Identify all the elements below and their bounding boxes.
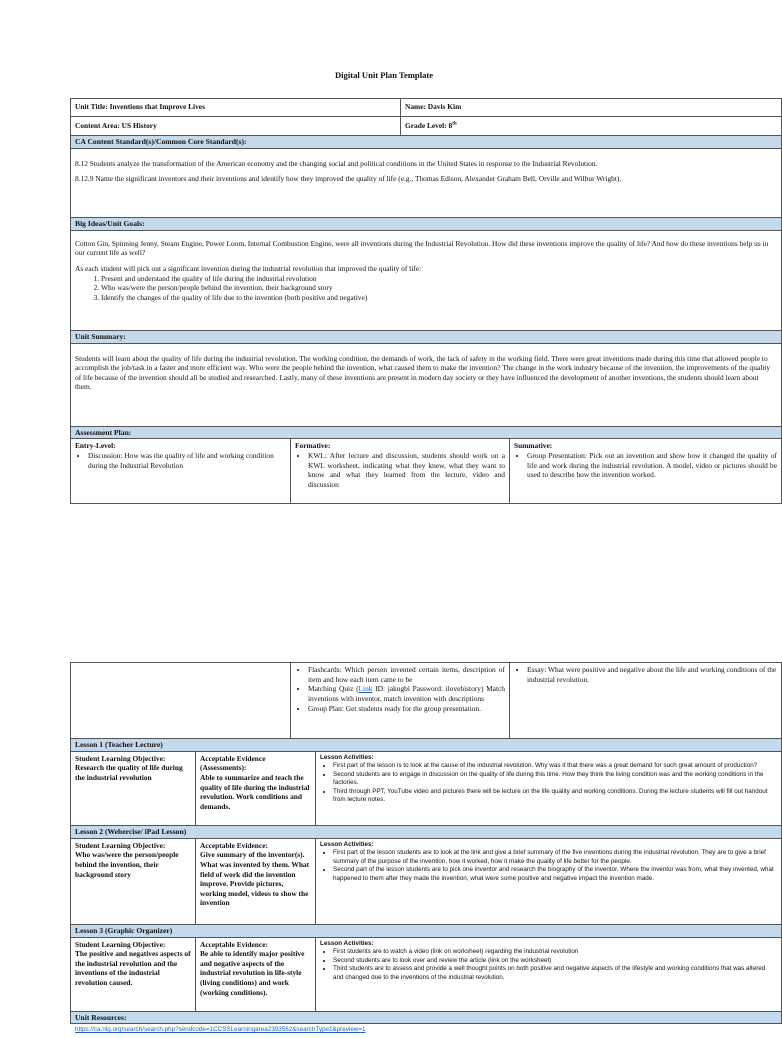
doc-title: Digital Unit Plan Template	[334, 70, 434, 80]
objective-label: Student Learning Objective:	[75, 840, 166, 850]
grade-level-text: Grade Level: 8	[405, 121, 453, 130]
grade-level	[400, 117, 781, 135]
summative-cell	[509, 439, 781, 503]
activity-item: • Second students are to engage in discussion on the quality of life during this time. How they think the living condition was and the working conditions in the factories.	[333, 771, 777, 788]
summative-cont	[509, 663, 781, 738]
lesson-3-row	[71, 938, 781, 1012]
activities-label: Lesson Activities:	[320, 753, 374, 761]
activity-item: • Second students are to look over and review the article (link on the worksheet)	[333, 957, 777, 966]
quiz-link[interactable]: Link	[358, 684, 373, 694]
formative-cont	[290, 663, 509, 738]
lesson-3-objective	[71, 938, 195, 1011]
resources-link[interactable]: https://ca.nlg.org/search/search.php?sendcode=1CCSSLearningarea2393562&searchType1&preview=1	[75, 1026, 366, 1034]
goal-item: 1. Present and understand the quality of life during the industrial revolution	[101, 274, 777, 284]
objective-label: Student Learning Objective:	[75, 939, 166, 949]
unit-plan-table	[70, 98, 782, 504]
standards-header: CA Content Standard(s)/Common Core Standard(s):	[71, 136, 781, 148]
formative-header: Formative:	[295, 441, 331, 451]
formative-list	[295, 451, 505, 490]
standards-body	[71, 149, 781, 217]
goal-item: 2. Who was/were the person/people behind the invention, their background story	[101, 283, 777, 293]
objective-text: The positive and negatives aspects of the industrial revolution and the inventions of the industrial revolution caused.	[75, 949, 191, 988]
summary-header-row	[71, 331, 781, 344]
lesson-3-header: Lesson 3 (Graphic Organizer)	[71, 925, 781, 937]
resources-header-row	[71, 1012, 781, 1025]
lesson-3-activities	[315, 938, 781, 1011]
summative-cont-list	[514, 665, 777, 684]
assessment-row	[71, 439, 781, 503]
activities-list	[320, 948, 777, 982]
big-ideas-goals	[75, 274, 777, 303]
summary-body: Students will learn about the quality of life during the industrial revolution. The working condition, the demands of work, the lack of safety in the working field. There were great inventions made during this time that allowed people to accomplish the job/task in a faster and more efficient way. Who were the people behind the invention, what caused them to make the invention? The change in the work industry because of the invention, the improvements of the quality of life because of the invention should all be studied and researched. Lastly, many of these inventions are present in modern day society or they have influenced the development of another inventions, the students should learn about them.	[75, 353, 771, 392]
content-area: Content Area: US History	[75, 121, 157, 130]
objective-label: Student Learning Objective:	[75, 753, 166, 763]
standard-8-12-9: 8.12.9 Name the significant inventors and their inventions and identify how they improved the quality of life (e.g., Thomas Edison, Alexander Graham Bell, Orville and Wilbur Wright).	[75, 174, 622, 184]
grade-level-suffix: th	[452, 121, 457, 127]
entry-level-cell	[71, 439, 290, 503]
activities-label: Lesson Activities:	[320, 840, 374, 848]
matching-quiz-item	[308, 684, 505, 703]
lesson-2-evidence	[195, 839, 315, 924]
evidence-label: Acceptable Evidence:	[200, 840, 268, 850]
formative-cont-list	[295, 665, 505, 713]
evidence-text: Able to summarize and teach the quality of life during the industrial revolution. Work conditions and demands.	[200, 773, 310, 811]
standards-row	[71, 149, 781, 218]
teacher-name: Name: Davis Kim	[400, 99, 781, 116]
formative-item: • KWL: After lecture and discussion, students should work on a KWL worksheet, indicating what they knew, what they want to know and what they learned from the lecture, video and discussion	[308, 451, 505, 490]
summary-row	[71, 344, 781, 427]
lesson-3-header-row	[71, 925, 781, 938]
entry-level-header: Entry-Level:	[75, 441, 116, 451]
activities-list	[320, 849, 777, 883]
resources-header: Unit Resources:	[71, 1012, 781, 1024]
formative-cell	[290, 439, 509, 503]
entry-item: • Discussion: How was the quality of life and working condition during the Industrial Revolution	[88, 451, 286, 470]
lesson-2-header-row	[71, 826, 781, 839]
activities-label: Lesson Activities:	[320, 939, 374, 947]
resources-body	[71, 1024, 781, 1038]
evidence-label: Acceptable Evidence:	[200, 939, 268, 949]
big-ideas-paragraph: Cotton Gin, Spinning Jenny, Steam Engine, Power Loom, Internal Combustion Engine, were all inventions during the Industrial Revolution. How did these inventions improve the quality of life? And how do these inventions help us in our current life as well?	[75, 238, 769, 258]
lesson-1-evidence	[195, 752, 315, 825]
lesson-2-objective	[71, 839, 195, 924]
lesson-1-objective	[71, 752, 195, 825]
activity-item: • First students are to watch a video (link on worksheet) regarding the industrial revolution	[333, 948, 777, 957]
entry-level-cont	[71, 663, 290, 738]
objective-text: Who was/were the person/people behind the invention, their background story	[75, 850, 179, 879]
activity-item: • First part of the lesson is to look at the cause of the industrial revolution. Why was it that there was a great demand for such great amount of production?	[333, 762, 777, 771]
lesson-3-evidence	[195, 938, 315, 1011]
quiz-text-before: Matching Quiz (	[308, 684, 359, 694]
standard-8-12: 8.12 Students analyze the transformation of the American economy and the changing social and political conditions in the United States in response to the Industrial Revolution.	[75, 158, 598, 168]
big-ideas-header: Big Ideas/Unit Goals:	[71, 218, 781, 230]
unit-plan-table-continued	[70, 662, 782, 1034]
lesson-2-activities	[315, 839, 781, 924]
unit-title: Unit Title: Inventions that Improve Lives	[75, 102, 205, 111]
evidence-label: Acceptable Evidence (Assessments):	[200, 753, 266, 773]
lesson-2-row	[71, 839, 781, 925]
flashcards-item: • Flashcards: Which person invented certain items, description of item and how each item came to be	[308, 665, 505, 684]
assessment-header-row	[71, 427, 781, 440]
activity-item: • First part of the lesson students are to look at the link and give a brief summary of the five inventions during the industrial revolution. They are to give a brief summary of the purpose of the invention, how it worked, how it make the quality of life better for the people.	[333, 849, 777, 866]
lesson-1-row	[71, 752, 781, 826]
assessment-continued-row	[71, 663, 781, 739]
objective-text: Research the quality of life during the industrial revolution	[75, 763, 183, 783]
activity-item: • Second part of the lesson students are to pick one inventor and research the biography of the inventor. Where the inventor was from, what they invented, what happened to them after they made the invention, what were some positive and negative impact the invention made.	[333, 866, 777, 883]
summary-header: Unit Summary:	[71, 331, 781, 343]
lesson-1-header: Lesson 1 (Teacher Lecture)	[71, 739, 781, 751]
big-ideas-row	[71, 231, 781, 331]
activities-list	[320, 762, 777, 805]
big-ideas-intro: As each student will pick out a significant invention during the industrial revolution that improved the quality of life:	[75, 263, 422, 273]
activity-item: • Third students are to assess and provide a well thought points on both positive and negative aspects of the lifestyle and working conditions that was altered and changed due to the inventions of the industrial revolution.	[333, 965, 777, 982]
lesson-1-header-row	[71, 739, 781, 752]
lesson-1-activities	[315, 752, 781, 825]
summative-list	[514, 451, 777, 480]
content-row	[71, 117, 781, 136]
activity-item: • Third through PPT, YouTube video and pictures there will be lecture on the life quality and working conditions. During the lecture students will fill out handout from lecture notes.	[333, 788, 777, 805]
summative-header: Summative:	[514, 441, 553, 451]
group-plan-item: • Group Plan: Get students ready for the group presentation.	[308, 704, 505, 714]
evidence-text: Be able to identify major positive and negative aspects of the industrial revolution in life-style (living conditions) and work (working conditions).	[200, 949, 305, 997]
big-ideas-body	[71, 231, 781, 330]
entry-level-list	[75, 451, 286, 470]
big-ideas-header-row	[71, 218, 781, 231]
evidence-text: Give summary of the inventor(s). What was invented by them. What field of work did the invention improve. Provide pictures, working model, videos to show the invention	[200, 850, 310, 908]
assessment-header: Assessment Plan:	[71, 427, 781, 439]
lesson-2-header: Lesson 2 (Webercise/ iPad Lesson)	[71, 826, 781, 838]
goal-item: 3. Identify the changes of the quality of life due to the invention (both positive and negative)	[101, 293, 777, 303]
resources-row	[71, 1024, 781, 1038]
essay-item: • Essay: What were positive and negative about the life and working conditions of the industrial revolution.	[527, 665, 777, 684]
standards-header-row	[71, 136, 781, 149]
unit-row	[71, 99, 781, 117]
summative-item: • Group Presentation: Pick out an invention and show how it changed the quality of life and work during the industrial revolution. A model, video or pictures should be used to describe how the invention worked.	[527, 451, 777, 480]
quiz-text-after: ID: jakugbi Password: ilovehistory) Match inventions with inventor, match invention with descriptions	[308, 684, 505, 703]
